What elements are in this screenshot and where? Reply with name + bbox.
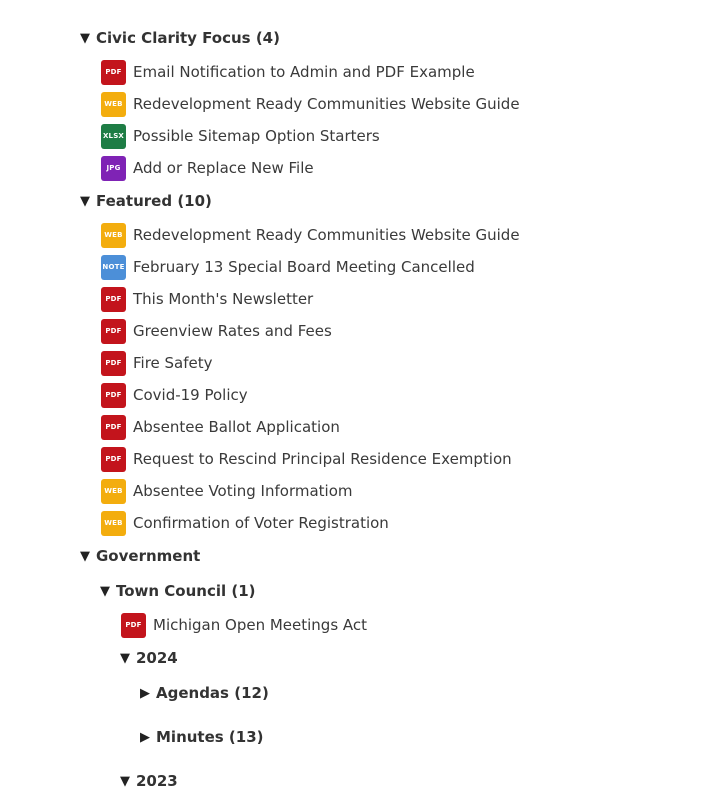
folder-label: Town Council (1) bbox=[116, 582, 256, 600]
jpg-file-icon: JPG bbox=[101, 156, 126, 181]
file-link[interactable]: Absentee Ballot Application bbox=[133, 418, 340, 436]
file-item[interactable] bbox=[121, 612, 367, 638]
pdf-file-icon: PDF bbox=[101, 415, 126, 440]
expanded-arrow-icon: ▼ bbox=[80, 193, 90, 209]
note-file-icon: NOTE bbox=[101, 255, 126, 280]
file-item[interactable] bbox=[101, 254, 475, 280]
pdf-file-icon: PDF bbox=[101, 447, 126, 472]
file-item[interactable] bbox=[101, 478, 353, 504]
expanded-arrow-icon: ▼ bbox=[80, 30, 90, 46]
file-link[interactable]: Covid-19 Policy bbox=[133, 386, 248, 404]
file-link[interactable]: Possible Sitemap Option Starters bbox=[133, 127, 380, 145]
file-link[interactable]: This Month's Newsletter bbox=[133, 290, 314, 308]
folder-label: Civic Clarity Focus (4) bbox=[96, 29, 280, 47]
file-link[interactable]: February 13 Special Board Meeting Cancelled bbox=[133, 258, 475, 276]
web-file-icon: WEB bbox=[101, 92, 126, 117]
expanded-arrow-icon: ▼ bbox=[80, 548, 90, 564]
folder-label: Minutes (13) bbox=[156, 728, 264, 746]
expanded-arrow-icon: ▼ bbox=[100, 583, 110, 599]
folder-label: 2024 bbox=[136, 649, 178, 667]
folder-label: 2023 bbox=[136, 772, 178, 790]
file-link[interactable]: Request to Rescind Principal Residence Exemption bbox=[133, 450, 512, 468]
file-item[interactable] bbox=[101, 446, 512, 472]
file-link[interactable]: Confirmation of Voter Registration bbox=[133, 514, 389, 532]
pdf-file-icon: PDF bbox=[101, 287, 126, 312]
file-item[interactable] bbox=[101, 91, 520, 117]
expanded-arrow-icon: ▼ bbox=[120, 773, 130, 789]
pdf-file-icon: PDF bbox=[101, 60, 126, 85]
folder-label: Government bbox=[96, 547, 201, 565]
file-link[interactable]: Greenview Rates and Fees bbox=[133, 322, 332, 340]
file-item[interactable] bbox=[101, 510, 389, 536]
file-item[interactable] bbox=[101, 155, 314, 181]
web-file-icon: WEB bbox=[101, 511, 126, 536]
file-item[interactable] bbox=[101, 222, 520, 248]
file-item[interactable] bbox=[101, 382, 248, 408]
file-item[interactable] bbox=[101, 414, 340, 440]
pdf-file-icon: PDF bbox=[121, 613, 146, 638]
web-file-icon: WEB bbox=[101, 479, 126, 504]
collapsed-arrow-icon: ▶ bbox=[140, 729, 150, 745]
pdf-file-icon: PDF bbox=[101, 383, 126, 408]
file-link[interactable]: Fire Safety bbox=[133, 354, 213, 372]
file-link[interactable]: Redevelopment Ready Communities Website Guide bbox=[133, 95, 520, 113]
web-file-icon: WEB bbox=[101, 223, 126, 248]
xlsx-file-icon: XLSX bbox=[101, 124, 126, 149]
folder-2024[interactable] bbox=[120, 647, 178, 669]
file-item[interactable] bbox=[101, 318, 332, 344]
folder-featured[interactable] bbox=[80, 190, 212, 212]
file-item[interactable] bbox=[101, 350, 213, 376]
file-item[interactable] bbox=[101, 123, 380, 149]
file-link[interactable]: Add or Replace New File bbox=[133, 159, 314, 177]
file-link[interactable]: Michigan Open Meetings Act bbox=[153, 616, 368, 634]
folder-label: Agendas (12) bbox=[156, 684, 269, 702]
file-link[interactable]: Absentee Voting Informatiom bbox=[133, 482, 353, 500]
folder-agendas[interactable] bbox=[140, 682, 269, 704]
file-item[interactable] bbox=[101, 286, 313, 312]
folder-label: Featured (10) bbox=[96, 192, 212, 210]
file-item[interactable] bbox=[101, 59, 475, 85]
collapsed-arrow-icon: ▶ bbox=[140, 685, 150, 701]
file-link[interactable]: Email Notification to Admin and PDF Example bbox=[133, 63, 475, 81]
pdf-file-icon: PDF bbox=[101, 351, 126, 376]
file-link[interactable]: Redevelopment Ready Communities Website Guide bbox=[133, 226, 520, 244]
expanded-arrow-icon: ▼ bbox=[120, 650, 130, 666]
folder-civic-clarity-focus[interactable] bbox=[80, 27, 280, 49]
folder-town-council[interactable] bbox=[100, 580, 256, 602]
folder-minutes[interactable] bbox=[140, 726, 264, 748]
folder-government[interactable] bbox=[80, 545, 200, 567]
folder-2023[interactable] bbox=[120, 770, 178, 792]
pdf-file-icon: PDF bbox=[101, 319, 126, 344]
